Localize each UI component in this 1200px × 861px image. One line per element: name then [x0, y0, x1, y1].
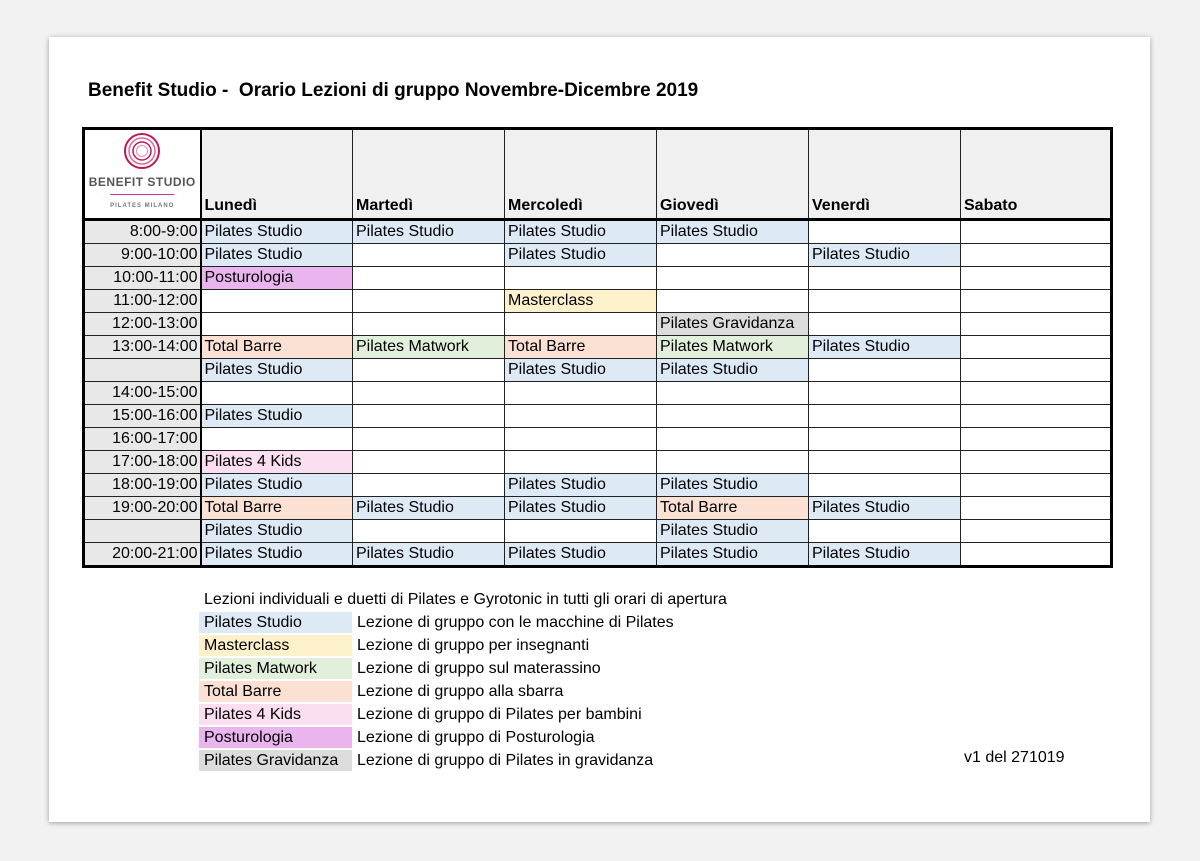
header-row [84, 129, 1112, 220]
class-cell: Pilates 4 Kids [201, 451, 353, 474]
class-cell [657, 382, 809, 405]
class-cell [961, 497, 1112, 520]
class-cell: Pilates Studio [201, 543, 353, 567]
time-slot: 16:00-17:00 [84, 428, 201, 451]
schedule-row [84, 244, 1112, 267]
class-cell: Pilates Studio [505, 543, 657, 567]
class-cell: Pilates Studio [657, 220, 809, 244]
day-header-mercoledi: Mercoledì [505, 129, 657, 220]
class-cell: Pilates Studio [201, 244, 353, 267]
legend-item [199, 680, 727, 703]
class-cell: Pilates Studio [657, 474, 809, 497]
time-slot: 9:00-10:00 [84, 244, 201, 267]
class-cell [657, 290, 809, 313]
class-cell: Posturologia [201, 267, 353, 290]
schedule-row [84, 405, 1112, 428]
schedule-row [84, 497, 1112, 520]
schedule-row [84, 428, 1112, 451]
class-cell: Total Barre [201, 336, 353, 359]
time-slot: 20:00-21:00 [84, 543, 201, 567]
class-cell: Pilates Studio [201, 474, 353, 497]
legend-description: Lezione di gruppo sul materassino [357, 660, 601, 677]
legend-swatch: Masterclass [199, 635, 352, 656]
class-cell [505, 405, 657, 428]
class-cell [505, 428, 657, 451]
time-slot: 10:00-11:00 [84, 267, 201, 290]
class-cell: Total Barre [201, 497, 353, 520]
schedule-row [84, 543, 1112, 567]
class-cell [961, 520, 1112, 543]
class-cell [657, 267, 809, 290]
legend-swatch: Pilates Gravidanza [199, 750, 352, 771]
class-cell [201, 428, 353, 451]
class-cell [809, 428, 961, 451]
class-cell: Pilates Studio [505, 474, 657, 497]
class-cell [657, 428, 809, 451]
class-cell: Total Barre [657, 497, 809, 520]
class-cell [961, 382, 1112, 405]
class-cell: Pilates Studio [809, 543, 961, 567]
time-slot [84, 520, 201, 543]
schedule-row [84, 520, 1112, 543]
class-cell [961, 244, 1112, 267]
legend-swatch: Pilates Studio [199, 612, 352, 633]
legend-item [199, 703, 727, 726]
class-cell [809, 451, 961, 474]
class-cell [353, 474, 505, 497]
page-title: Benefit Studio - Orario Lezioni di gruppo Novembre-Dicembre 2019 [88, 80, 699, 101]
logo-subtitle: PILATES MILANO [110, 194, 174, 216]
legend-swatch: Pilates 4 Kids [199, 704, 352, 725]
class-cell: Pilates Studio [809, 244, 961, 267]
class-cell [961, 359, 1112, 382]
legend-intro: Lezioni individuali e duetti di Pilates e Gyrotonic in tutti gli orari di apertura [204, 591, 727, 608]
schedule-row [84, 267, 1112, 290]
class-cell [809, 382, 961, 405]
time-slot: 11:00-12:00 [84, 290, 201, 313]
class-cell: Pilates Studio [809, 336, 961, 359]
class-cell [201, 313, 353, 336]
time-slot: 15:00-16:00 [84, 405, 201, 428]
legend-item [199, 749, 727, 772]
class-cell: Pilates Studio [657, 543, 809, 567]
class-cell [657, 451, 809, 474]
schedule-row [84, 382, 1112, 405]
class-cell [353, 382, 505, 405]
class-cell [961, 543, 1112, 567]
schedule-row [84, 290, 1112, 313]
class-cell: Pilates Studio [505, 244, 657, 267]
class-cell [505, 451, 657, 474]
schedule-row [84, 451, 1112, 474]
class-cell [353, 428, 505, 451]
legend-description: Lezione di gruppo per insegnanti [357, 637, 590, 654]
class-cell [353, 405, 505, 428]
class-cell [961, 220, 1112, 244]
day-header-martedi: Martedì [353, 129, 505, 220]
schedule-row [84, 220, 1112, 244]
class-cell [353, 520, 505, 543]
class-cell: Pilates Studio [201, 220, 353, 244]
day-header-lunedi: Lunedì [201, 129, 353, 220]
class-cell [353, 267, 505, 290]
class-cell: Pilates Studio [353, 543, 505, 567]
legend-swatch: Pilates Matwork [199, 658, 352, 679]
class-cell [961, 428, 1112, 451]
time-slot: 12:00-13:00 [84, 313, 201, 336]
class-cell [809, 405, 961, 428]
class-cell: Pilates Matwork [657, 336, 809, 359]
legend-description: Lezione di gruppo di Pilates in gravidanza [357, 752, 654, 769]
class-cell [961, 474, 1112, 497]
class-cell [809, 290, 961, 313]
time-slot: 18:00-19:00 [84, 474, 201, 497]
class-cell [657, 405, 809, 428]
schedule-row [84, 336, 1112, 359]
class-cell: Pilates Studio [201, 359, 353, 382]
class-cell: Pilates Studio [505, 497, 657, 520]
legend-item [199, 657, 727, 680]
schedule-table [82, 127, 1113, 568]
schedule-row [84, 313, 1112, 336]
class-cell [961, 336, 1112, 359]
class-cell [809, 474, 961, 497]
class-cell [809, 220, 961, 244]
class-cell: Masterclass [505, 290, 657, 313]
class-cell [961, 267, 1112, 290]
time-slot: 13:00-14:00 [84, 336, 201, 359]
legend [199, 589, 727, 772]
legend-item [199, 726, 727, 749]
class-cell [505, 382, 657, 405]
class-cell [353, 313, 505, 336]
logo-cell [84, 129, 201, 220]
class-cell [201, 290, 353, 313]
class-cell [353, 451, 505, 474]
time-slot: 14:00-15:00 [84, 382, 201, 405]
legend-swatch: Posturologia [199, 727, 352, 748]
legend-description: Lezione di gruppo di Posturologia [357, 729, 595, 746]
class-cell: Pilates Studio [353, 220, 505, 244]
class-cell: Pilates Studio [657, 520, 809, 543]
day-header-sabato: Sabato [961, 129, 1112, 220]
legend-description: Lezione di gruppo di Pilates per bambini [357, 706, 642, 723]
logo-name: BENEFIT STUDIO [88, 175, 196, 189]
legend-items [199, 611, 727, 772]
class-cell: Pilates Studio [201, 405, 353, 428]
class-cell: Pilates Studio [201, 520, 353, 543]
legend-description: Lezione di gruppo con le macchine di Pilates [357, 614, 674, 631]
class-cell [505, 267, 657, 290]
class-cell [657, 244, 809, 267]
version-label: v1 del 271019 [964, 749, 1065, 766]
time-slot [84, 359, 201, 382]
class-cell [505, 313, 657, 336]
class-cell [961, 290, 1112, 313]
class-cell: Pilates Studio [505, 359, 657, 382]
class-cell: Pilates Studio [657, 359, 809, 382]
class-cell [961, 313, 1112, 336]
schedule-row [84, 474, 1112, 497]
time-slot: 8:00-9:00 [84, 220, 201, 244]
class-cell: Pilates Gravidanza [657, 313, 809, 336]
class-cell [353, 244, 505, 267]
rings-logo-icon [123, 132, 161, 170]
time-slot: 19:00-20:00 [84, 497, 201, 520]
class-cell [961, 405, 1112, 428]
class-cell [809, 520, 961, 543]
class-cell: Pilates Studio [353, 497, 505, 520]
class-cell [353, 359, 505, 382]
class-cell [809, 359, 961, 382]
time-slot: 17:00-18:00 [84, 451, 201, 474]
class-cell [809, 267, 961, 290]
legend-swatch: Total Barre [199, 681, 352, 702]
class-cell: Total Barre [505, 336, 657, 359]
class-cell [809, 313, 961, 336]
legend-item [199, 634, 727, 657]
schedule-row [84, 359, 1112, 382]
class-cell [353, 290, 505, 313]
day-header-venerdi: Venerdì [809, 129, 961, 220]
class-cell [505, 520, 657, 543]
class-cell: Pilates Studio [505, 220, 657, 244]
legend-item [199, 611, 727, 634]
day-header-giovedi: Giovedì [657, 129, 809, 220]
class-cell [201, 382, 353, 405]
benefit-studio-logo [85, 131, 200, 217]
class-cell: Pilates Matwork [353, 336, 505, 359]
class-cell: Pilates Studio [809, 497, 961, 520]
legend-description: Lezione di gruppo alla sbarra [357, 683, 564, 700]
class-cell [961, 451, 1112, 474]
